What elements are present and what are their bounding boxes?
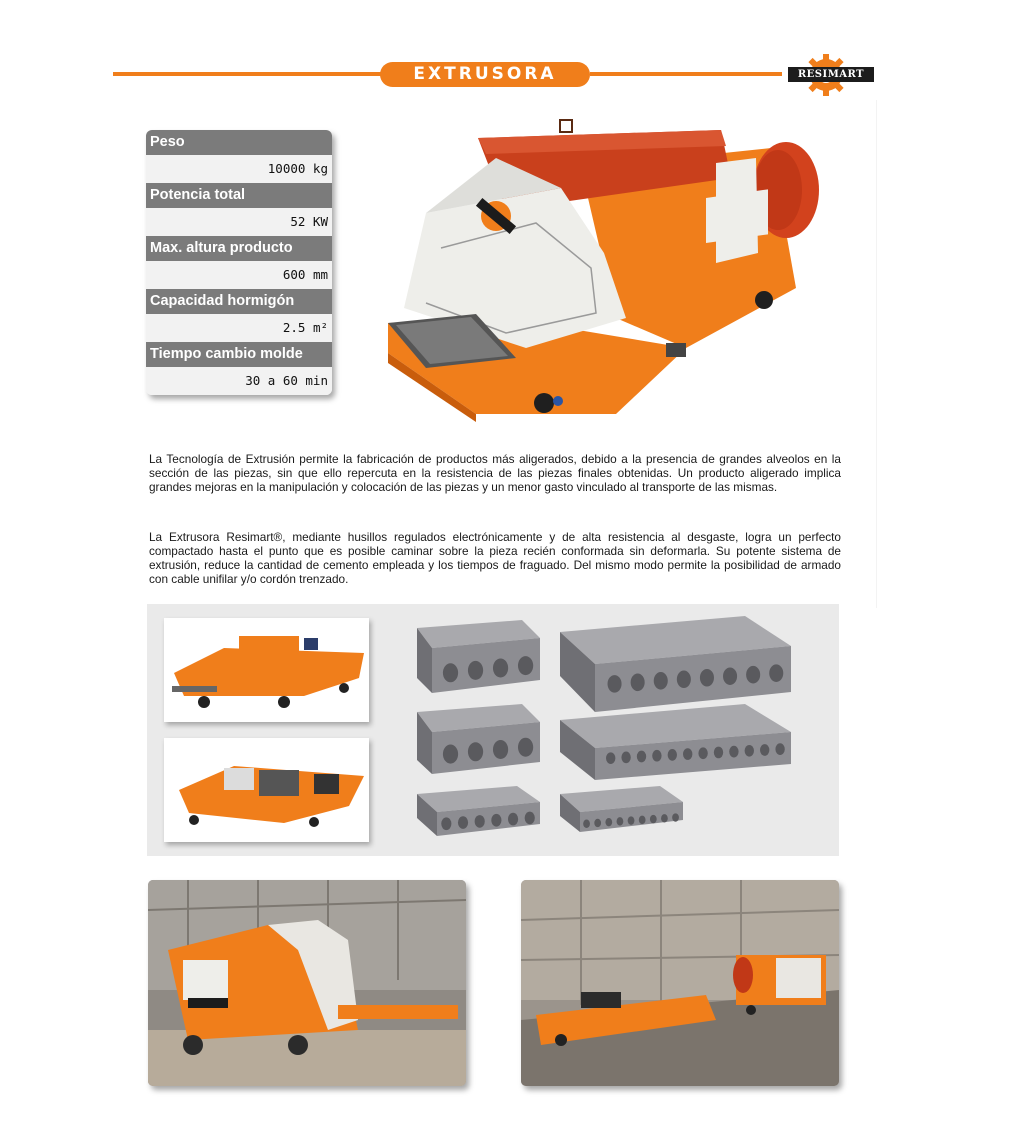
slab-hole bbox=[606, 752, 615, 764]
spec-value-power: 52 KW bbox=[146, 208, 332, 236]
slab-hole bbox=[639, 816, 646, 824]
spec-value-concrete-capacity: 2.5 m² bbox=[146, 314, 332, 342]
header-rule-left bbox=[113, 72, 383, 76]
slab-hole bbox=[631, 674, 645, 692]
page-edge-rule bbox=[876, 100, 877, 608]
spec-label-weight: Peso bbox=[146, 130, 332, 155]
slab-hole bbox=[518, 656, 533, 675]
spec-label-power: Potencia total bbox=[146, 183, 332, 208]
slab-hole bbox=[700, 669, 714, 687]
hollow-core-slab-4 bbox=[555, 702, 795, 784]
slab-hole bbox=[493, 658, 508, 677]
slab-hole bbox=[443, 663, 458, 682]
description-paragraph: La Extrusora Resimart®, mediante husillos regulados electrónicamente y de alta resistencia al desgaste, logra un perfecto compactado hasta el punto que es posible caminar sobre la pieza recién conformada sin deformarla. Su potente sistema de extrusión, reduce la cantidad de cemento empleada y los tiempos de fraguado. Del mismo modo permite la posibilidad de armado con cable unifilar y/o cordón trenzado. bbox=[149, 530, 841, 586]
factory-photo-extruder bbox=[148, 880, 466, 1086]
slab-hole bbox=[518, 738, 533, 757]
spec-label-concrete-capacity: Capacidad hormigón bbox=[146, 289, 332, 314]
slab-hole bbox=[683, 748, 692, 760]
extruder-machine-image bbox=[386, 118, 826, 422]
slab-hole bbox=[654, 672, 668, 690]
extruder-thumbnail-side bbox=[164, 618, 369, 722]
slab-hole bbox=[594, 819, 601, 827]
slab-hole bbox=[650, 815, 657, 823]
slab-hole bbox=[746, 666, 760, 684]
hollow-core-slab-5 bbox=[412, 784, 542, 842]
intro-paragraph: La Tecnología de Extrusión permite la fabricación de productos más aligerados, debido a la presencia de grandes alveolos en la sección de las piezas, sin que ello repercuta en la resistencia de las piezas finales obtenidas. Un producto aligerado implica grandes mejoras en la manipulación y colocación de las piezas y un menor gasto vinculado al transporte de las mismas. bbox=[149, 452, 841, 494]
spec-value-max-height: 600 mm bbox=[146, 261, 332, 289]
spec-table bbox=[146, 130, 332, 395]
slab-hole bbox=[698, 747, 707, 759]
slab-hole bbox=[637, 751, 646, 763]
slab-hole bbox=[668, 749, 677, 761]
slab-hole bbox=[769, 664, 783, 682]
logo-wordmark: RESIMART bbox=[788, 67, 874, 82]
resimart-logo bbox=[786, 51, 876, 99]
slab-hole bbox=[714, 747, 723, 759]
spec-label-mold-change-time: Tiempo cambio molde bbox=[146, 342, 332, 367]
slab-hole bbox=[493, 740, 508, 759]
slab-hole bbox=[468, 661, 483, 680]
hollow-core-slab-6 bbox=[555, 784, 685, 842]
spec-value-weight: 10000 kg bbox=[146, 155, 332, 183]
hollow-core-slab-2 bbox=[555, 614, 795, 716]
slab-hole bbox=[458, 816, 468, 829]
slab-hole bbox=[468, 742, 483, 761]
hollow-core-slab-1 bbox=[412, 618, 542, 698]
slab-hole bbox=[583, 820, 590, 828]
spec-label-max-height: Max. altura producto bbox=[146, 236, 332, 261]
slab-hole bbox=[628, 816, 635, 824]
slab-hole bbox=[441, 817, 451, 830]
slab-hole bbox=[621, 751, 630, 763]
slab-hole bbox=[760, 744, 769, 756]
slab-hole bbox=[672, 813, 679, 821]
product-gallery bbox=[147, 604, 839, 856]
slab-hole bbox=[605, 818, 612, 826]
slab-hole bbox=[775, 743, 784, 755]
slab-hole bbox=[729, 746, 738, 758]
header-rule-right bbox=[590, 72, 782, 76]
page-title: EXTRUSORA bbox=[380, 62, 590, 87]
slab-hole bbox=[677, 671, 691, 689]
slab-hole bbox=[652, 750, 661, 762]
slab-hole bbox=[617, 817, 624, 825]
slab-hole bbox=[661, 814, 668, 822]
slab-hole bbox=[745, 745, 754, 757]
slab-hole bbox=[508, 813, 518, 826]
slab-hole bbox=[475, 815, 485, 828]
factory-photo-production-line bbox=[521, 880, 839, 1086]
slab-hole bbox=[443, 745, 458, 764]
hollow-core-slab-3 bbox=[412, 702, 542, 778]
slab-hole bbox=[525, 812, 535, 825]
slab-hole bbox=[608, 675, 622, 693]
slab-hole bbox=[491, 814, 501, 827]
spec-value-mold-change-time: 30 a 60 min bbox=[146, 367, 332, 395]
extruder-thumbnail-top bbox=[164, 738, 369, 842]
slab-hole bbox=[723, 667, 737, 685]
